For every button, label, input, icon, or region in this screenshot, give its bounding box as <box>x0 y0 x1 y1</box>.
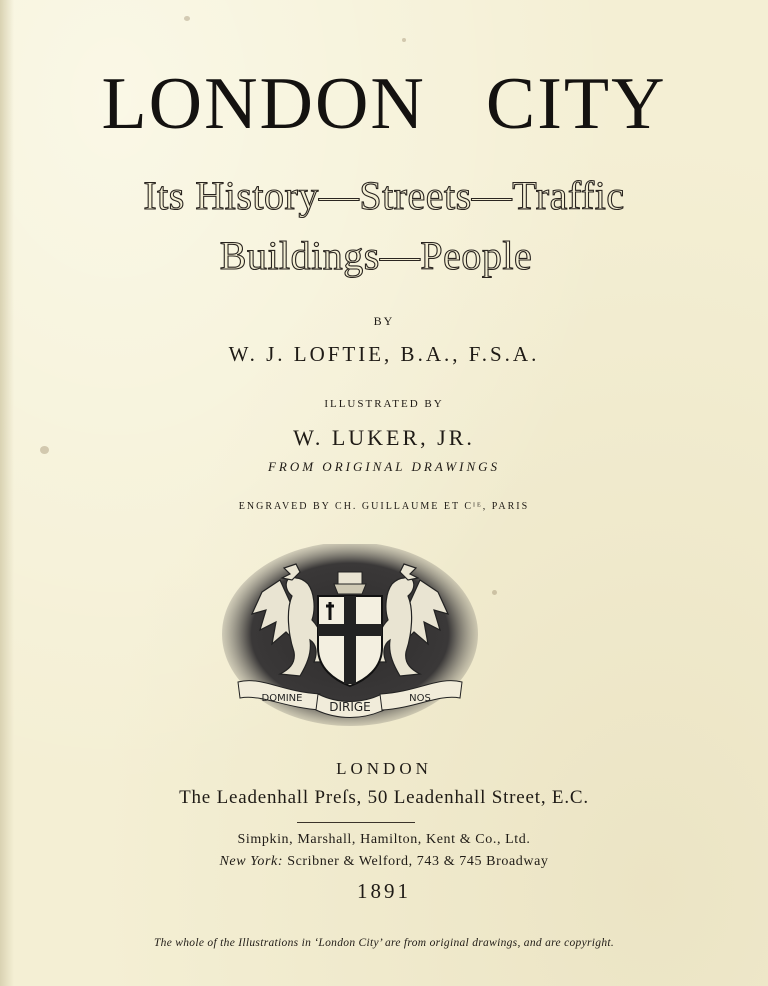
helmet-crest <box>334 572 366 594</box>
new-york-agent: Scribner & Welford, 743 & 745 Broadway <box>287 854 549 869</box>
motto-word-1: DOMINE <box>261 693 303 704</box>
paper-speck <box>492 590 497 595</box>
motto-word-2: DIRIGE <box>329 700 371 714</box>
original-drawings-note: FROM ORIGINAL DRAWINGS <box>267 459 501 474</box>
motto-word-3: NOS <box>409 693 431 704</box>
imprint-city: LONDON <box>336 759 432 778</box>
shield-of-st-george <box>318 596 382 686</box>
new-york-agent-line <box>0 854 768 870</box>
illustrator-name: W. LUKER, JR. <box>293 425 475 450</box>
by-label: BY <box>373 314 395 328</box>
imprint-rule <box>297 822 415 823</box>
title-word-city: CITY <box>485 63 667 145</box>
title-word-london: LONDON <box>101 63 426 145</box>
illustrated-by-label: ILLUSTRATED BY <box>324 398 444 410</box>
paper-speck <box>402 38 406 42</box>
author-name: W. J. LOFTIE, B.A., F.S.A. <box>228 342 540 366</box>
engraver-credit: ENGRAVED BY CH. GUILLAUME ET Cᴵᴱ, PARIS <box>238 501 530 512</box>
book-title <box>0 62 768 147</box>
publication-year: 1891 <box>357 879 411 903</box>
copyright-note: The whole of the Illustrations in ‘London City’ are from original drawings, and are copyright. <box>153 937 615 949</box>
publisher-line: The Leadenhall Preſs, 50 Leadenhall Street, E.C. <box>179 787 589 808</box>
new-york-label: New York: <box>219 854 284 869</box>
paper-speck <box>184 16 190 21</box>
distributor-line: Simpkin, Marshall, Hamilton, Kent & Co., Ltd. <box>237 832 531 847</box>
subtitle-line-1: Its History—Streets—Traffic <box>143 173 625 218</box>
subtitle-line-2: Buildings—People <box>219 233 533 278</box>
city-of-london-crest <box>222 544 478 730</box>
